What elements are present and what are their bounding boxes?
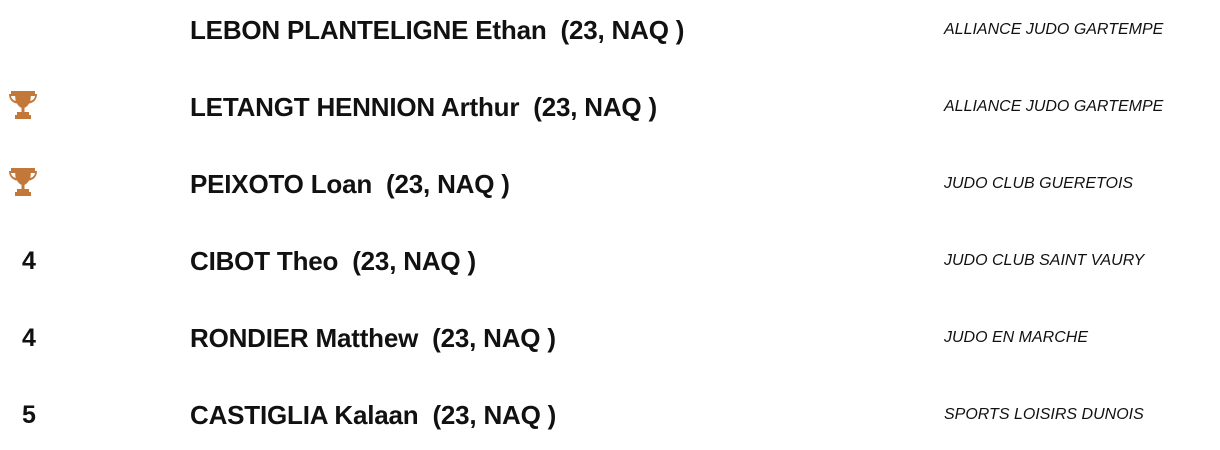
rank-number: 5: [22, 401, 36, 429]
athlete-info: (23, NAQ ): [432, 323, 556, 353]
rank-cell: [0, 385, 70, 445]
result-row: [0, 77, 1220, 137]
athlete-name: [190, 395, 556, 435]
trophy-base: [15, 192, 31, 196]
trophy-icon: [8, 165, 38, 197]
club-name: JUDO CLUB SAINT VAURY: [944, 252, 1145, 269]
athlete-name: [190, 87, 657, 127]
athlete-info: (23, NAQ ): [352, 246, 476, 276]
athlete-name-text: LEBON PLANTELIGNE Ethan: [190, 15, 547, 45]
athlete-name-text: CASTIGLIA Kalaan: [190, 400, 419, 430]
athlete-info: (23, NAQ ): [533, 92, 657, 122]
club-name: JUDO CLUB GUERETOIS: [944, 175, 1134, 192]
result-row: [0, 308, 1220, 368]
athlete-info: (23, NAQ ): [386, 169, 510, 199]
trophy-cup: [9, 168, 37, 192]
rank-cell: [0, 0, 70, 60]
rank-number: 4: [22, 247, 36, 275]
athlete-name: [190, 241, 476, 281]
rank-number: 4: [22, 324, 36, 352]
club-name: ALLIANCE JUDO GARTEMPE: [944, 21, 1164, 38]
athlete-info: (23, NAQ ): [432, 400, 557, 430]
athlete-name: [190, 318, 556, 358]
athlete-info: (23, NAQ ): [560, 15, 685, 45]
result-row: [0, 154, 1220, 214]
club-name: SPORTS LOISIRS DUNOIS: [944, 406, 1144, 423]
rank-cell: [0, 308, 70, 368]
trophy-icon: [8, 88, 38, 120]
club-name: ALLIANCE JUDO GARTEMPE: [944, 98, 1164, 115]
club-name: JUDO EN MARCHE: [944, 329, 1089, 346]
athlete-name-text: LETANGT HENNION Arthur: [190, 92, 520, 122]
athlete-name-text: RONDIER Matthew: [190, 323, 419, 353]
athlete-name-text: CIBOT Theo: [190, 246, 339, 276]
rank-cell: [0, 231, 70, 291]
result-row: [0, 385, 1220, 445]
athlete-name: [190, 164, 510, 204]
result-row: [0, 231, 1220, 291]
rank-cell: [0, 154, 70, 214]
result-row: [0, 0, 1220, 60]
trophy-cup: [9, 91, 37, 115]
athlete-name-text: PEIXOTO Loan: [190, 169, 373, 199]
rank-cell: [0, 77, 70, 137]
trophy-base: [15, 115, 31, 119]
athlete-name: [190, 10, 684, 50]
